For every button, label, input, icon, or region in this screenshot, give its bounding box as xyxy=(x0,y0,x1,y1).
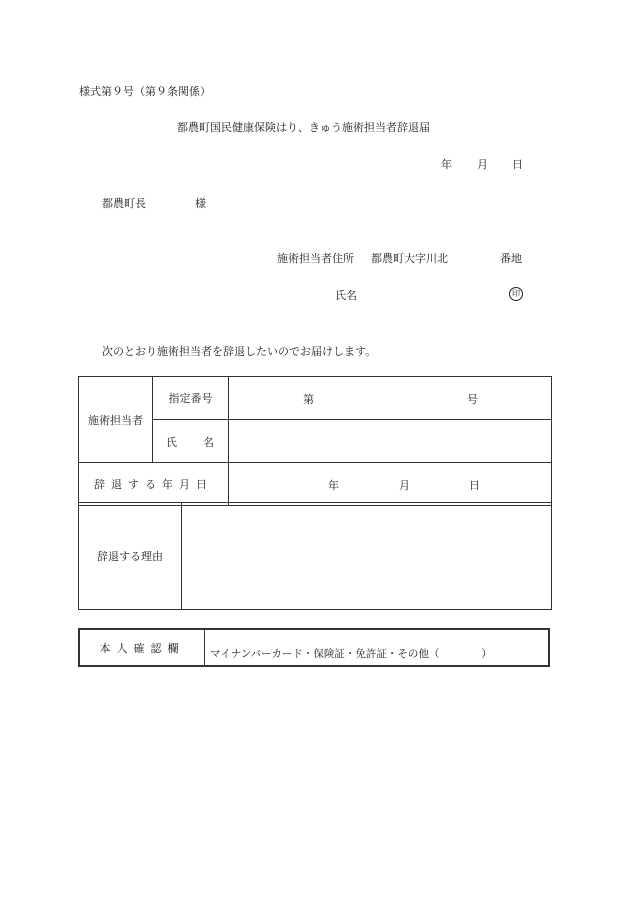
name-value-cell[interactable] xyxy=(229,420,552,463)
name-label: 氏名 xyxy=(335,289,357,302)
name-label-cell xyxy=(153,420,229,463)
form-number: 様式第９号（第９条関係） xyxy=(79,85,211,98)
withdrawal-table xyxy=(78,376,552,506)
reason-label: 辞退する理由 xyxy=(97,550,163,563)
date-year-label: 年 xyxy=(441,158,452,171)
withdraw-month-label: 月 xyxy=(399,479,410,492)
withdraw-date-value-cell[interactable] xyxy=(229,463,552,506)
seal-icon: 印 xyxy=(509,287,523,301)
designation-prefix: 第 xyxy=(303,393,314,406)
address-value: 都農町大字川北 xyxy=(371,252,448,265)
name-label-2: 名 xyxy=(203,436,214,449)
date-month-label: 月 xyxy=(477,158,488,171)
confirmation-label-cell xyxy=(80,630,205,665)
reason-table xyxy=(78,502,552,610)
confirmation-box xyxy=(78,628,550,667)
designation-suffix: 号 xyxy=(467,393,478,406)
date-day-label: 日 xyxy=(512,158,523,171)
designation-label: 指定番号 xyxy=(168,392,213,405)
name-label-1: 氏 xyxy=(166,436,177,449)
withdraw-year-label: 年 xyxy=(328,479,339,492)
group-label: 施術担当者 xyxy=(88,413,143,427)
withdraw-date-label: 辞退する年月日 xyxy=(94,478,213,491)
designation-label-cell xyxy=(153,377,229,420)
intro-text: 次のとおり施術担当者を辞退したいのでお届けします。 xyxy=(102,345,377,358)
reason-value-cell[interactable] xyxy=(182,503,552,610)
confirmation-options[interactable]: マイナンバーカード・保険証・免許証・その他（ ） xyxy=(210,648,492,660)
reason-label-cell xyxy=(79,503,182,610)
withdraw-day-label: 日 xyxy=(469,479,480,492)
withdraw-date-label-cell xyxy=(79,463,229,506)
address-suffix: 番地 xyxy=(500,252,522,265)
confirmation-label: 本人確認欄 xyxy=(99,641,185,655)
group-label-cell xyxy=(79,377,153,463)
addressee-name: 都農町長 xyxy=(102,197,146,210)
addressee-honorific: 様 xyxy=(195,197,206,210)
designation-value-cell[interactable] xyxy=(229,377,552,420)
address-label: 施術担当者住所 xyxy=(277,252,354,265)
document-title: 都農町国民健康保険はり、きゅう施術担当者辞退届 xyxy=(177,121,430,134)
